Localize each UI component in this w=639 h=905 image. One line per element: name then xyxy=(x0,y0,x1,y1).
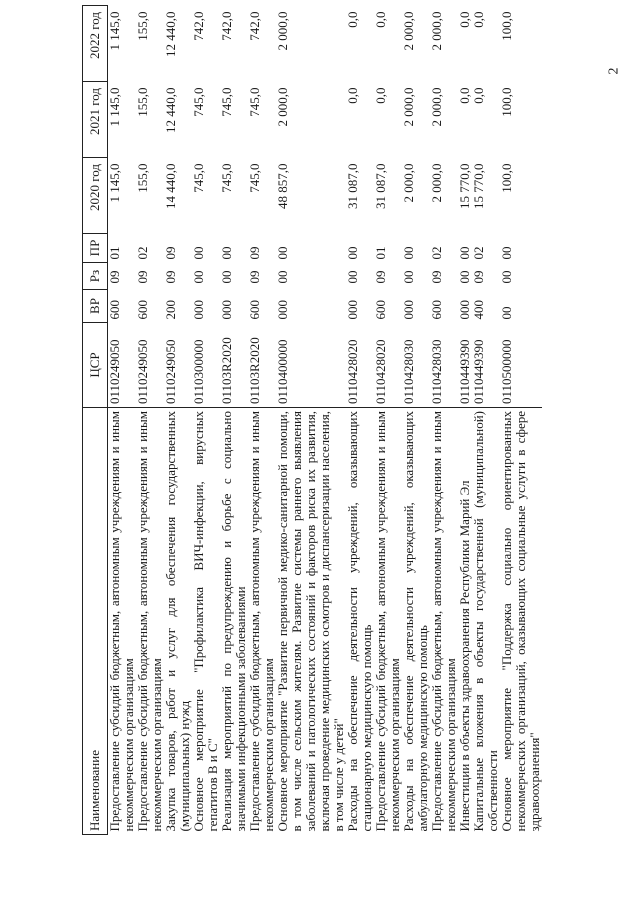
row-vr: 200 xyxy=(163,300,178,320)
row-2021: 155,0 xyxy=(135,87,150,117)
row-pr-pair xyxy=(458,234,500,263)
row-rz: 00 xyxy=(499,270,514,284)
row-2022-pair xyxy=(458,6,500,82)
row-2020: 155,0 xyxy=(135,163,150,193)
row-pr: 01 xyxy=(107,246,122,260)
row-2021-pair xyxy=(458,82,500,158)
row-csr: 0110428020 xyxy=(373,339,388,404)
row-name: Предоставление субсидий бюджетным, автономным учреждениям и иным некоммерческим организациям xyxy=(136,408,164,835)
row-name: Основное мероприятие "Развитие первичной медико-санитарной помощи, в том числе сельским жителям. Развитие системы раннего выявления заболеваний и патологических состояний и факторов риска их развития, включая проведение медицинских осмотров и диспансеризации населения, в том числе у детей" xyxy=(276,408,346,835)
row-name: Основное мероприятие "Профилактика ВИЧ-инфекции, вирусных гепатитов В и С" xyxy=(192,408,220,835)
row-pr: 01 xyxy=(373,246,388,260)
row-name: Закупка товаров, работ и услуг для обеспечения государственных (муниципальных) нужд xyxy=(164,408,192,835)
row-name: Капитальные вложения в объекты государственной (муниципальной) собственности xyxy=(471,411,500,832)
table-row xyxy=(220,6,248,835)
row-pr: 00 xyxy=(345,246,360,260)
table-row xyxy=(458,6,500,835)
header-rz: Рз xyxy=(83,263,108,290)
row-pr: 00 xyxy=(499,246,514,260)
row-name: Предоставление субсидий бюджетным, автономным учреждениям и иным некоммерческим организациям xyxy=(108,408,137,835)
row-name-pair xyxy=(458,408,500,835)
row-pr: 02 xyxy=(429,246,444,260)
row-2022: 742,0 xyxy=(191,11,206,41)
row-rz: 00 xyxy=(401,270,416,284)
row-csr: 0110249050 xyxy=(107,339,122,404)
row-2021: 2 000,0 xyxy=(275,87,290,127)
row-2020: 48 857,0 xyxy=(275,163,290,209)
row-2022: 2 000,0 xyxy=(275,11,290,51)
row-2021: 745,0 xyxy=(247,87,262,117)
row-vr: 000 xyxy=(345,300,360,320)
row-csr: 0110428030 xyxy=(429,339,444,404)
row-pr: 09 xyxy=(247,246,262,260)
header-pr: ПР xyxy=(83,234,108,263)
row-rz-pair xyxy=(458,263,500,290)
header-2022: 2022 год xyxy=(83,6,108,82)
row-name: Расходы на обеспечение деятельности учреждений, оказывающих стационарную медицинскую помощь xyxy=(346,408,374,835)
row-2020: 745,0 xyxy=(219,163,234,193)
row-vr: 000 xyxy=(275,300,290,320)
header-vr: ВР xyxy=(83,290,108,323)
table-row xyxy=(192,6,220,835)
row-2020: 31 087,0 xyxy=(345,163,360,209)
row-vr: 600 xyxy=(373,300,388,320)
row-csr-pair xyxy=(458,323,500,408)
row-csr: 0110249050 xyxy=(135,339,150,404)
row-vr: 000 xyxy=(219,300,234,320)
row-vr: 000 xyxy=(457,300,472,320)
row-vr: 000 xyxy=(401,300,416,320)
row-name: Реализация мероприятий по предупреждению и борьбе с социально значимыми инфекционными заболеваниями xyxy=(220,408,248,835)
row-pr: 00 xyxy=(191,246,206,260)
budget-table xyxy=(82,5,542,835)
row-vr: 600 xyxy=(135,300,150,320)
row-name: Расходы на обеспечение деятельности учреждений, оказывающих амбулаторную медицинскую помощь xyxy=(402,408,430,835)
row-vr: 000 xyxy=(191,300,206,320)
row-2021: 1 145,0 xyxy=(107,87,122,127)
table-row xyxy=(430,6,458,835)
row-2021: 0,0 xyxy=(457,87,472,104)
row-rz: 09 xyxy=(247,270,262,284)
row-csr: 0110300000 xyxy=(191,339,206,404)
row-rz: 09 xyxy=(429,270,444,284)
row-2020: 14 440,0 xyxy=(163,163,178,209)
row-2022: 0,0 xyxy=(373,11,388,28)
row-csr: 0110400000 xyxy=(275,339,290,404)
row-2022: 1 145,0 xyxy=(107,11,122,51)
header-2020: 2020 год xyxy=(83,158,108,234)
table-row xyxy=(248,6,276,835)
row-2021: 2 000,0 xyxy=(429,87,444,127)
row-2022: 0,0 xyxy=(471,11,486,28)
row-2021: 0,0 xyxy=(471,87,486,104)
header-name: Наименование xyxy=(83,408,108,835)
table-row xyxy=(108,6,137,835)
row-vr-pair xyxy=(458,290,500,323)
row-2020: 2 000,0 xyxy=(429,163,444,203)
row-pr: 02 xyxy=(471,246,486,260)
page-number: 2 xyxy=(606,67,622,75)
row-name: Основное мероприятие "Поддержка социально ориентированных некоммерческих организаций, оказывающих социальные услуги в сфере здравоохранения" xyxy=(500,408,542,835)
header-row xyxy=(83,6,108,835)
row-csr: 01103R2020 xyxy=(247,337,262,404)
table-row xyxy=(346,6,374,835)
row-2020: 745,0 xyxy=(247,163,262,193)
row-vr: 600 xyxy=(429,300,444,320)
row-csr: 0110428030 xyxy=(401,339,416,404)
row-2020: 15 770,0 xyxy=(457,163,472,209)
row-name: Предоставление субсидий бюджетным, автономным учреждениям и иным некоммерческим организациям xyxy=(374,408,402,835)
row-pr: 00 xyxy=(219,246,234,260)
row-pr: 00 xyxy=(275,246,290,260)
row-2021: 2 000,0 xyxy=(401,87,416,127)
table-row xyxy=(136,6,164,835)
row-name: Предоставление субсидий бюджетным, автономным учреждениям и иным некоммерческим организациям xyxy=(248,408,276,835)
row-2022: 0,0 xyxy=(457,11,472,28)
row-rz: 00 xyxy=(219,270,234,284)
row-name: Инвестиции в объекты здравоохранения Республики Марий Эл xyxy=(457,480,472,832)
row-csr: 01103R2020 xyxy=(219,337,234,404)
row-2022: 155,0 xyxy=(135,11,150,41)
table-row xyxy=(374,6,402,835)
row-pr: 09 xyxy=(163,246,178,260)
row-pr: 00 xyxy=(457,246,472,260)
row-2021: 745,0 xyxy=(219,87,234,117)
row-vr: 400 xyxy=(471,300,486,320)
header-2021: 2021 год xyxy=(83,82,108,158)
row-rz: 00 xyxy=(345,270,360,284)
row-csr: 0110428020 xyxy=(345,339,360,404)
row-2022: 742,0 xyxy=(247,11,262,41)
table-row xyxy=(164,6,192,835)
row-vr: 00 xyxy=(499,306,514,320)
row-csr: 0110249050 xyxy=(163,339,178,404)
row-2022: 2 000,0 xyxy=(429,11,444,51)
row-csr: 0110500000 xyxy=(499,339,514,404)
row-2020: 15 770,0 xyxy=(471,163,486,209)
row-pr: 02 xyxy=(135,246,150,260)
row-2021: 12 440,0 xyxy=(163,87,178,133)
row-vr: 600 xyxy=(107,300,122,320)
row-rz: 09 xyxy=(135,270,150,284)
row-2020: 100,0 xyxy=(499,163,514,193)
row-2022: 0,0 xyxy=(345,11,360,28)
row-vr: 600 xyxy=(247,300,262,320)
row-2020: 2 000,0 xyxy=(401,163,416,203)
row-rz: 09 xyxy=(107,270,122,284)
table-row xyxy=(276,6,346,835)
row-2020: 745,0 xyxy=(191,163,206,193)
row-rz: 00 xyxy=(275,270,290,284)
row-2021: 0,0 xyxy=(373,87,388,104)
row-2021: 0,0 xyxy=(345,87,360,104)
row-rz: 09 xyxy=(471,270,486,284)
row-rz: 09 xyxy=(163,270,178,284)
row-rz: 00 xyxy=(191,270,206,284)
row-2022: 2 000,0 xyxy=(401,11,416,51)
row-2021: 100,0 xyxy=(499,87,514,117)
row-2021: 745,0 xyxy=(191,87,206,117)
table-row xyxy=(500,6,542,835)
row-pr: 00 xyxy=(401,246,416,260)
row-2022: 742,0 xyxy=(219,11,234,41)
row-csr: 0110449390 xyxy=(457,339,472,404)
row-2020: 1 145,0 xyxy=(107,163,122,203)
header-csr: ЦСР xyxy=(83,323,108,408)
row-2020: 31 087,0 xyxy=(373,163,388,209)
rotated-page xyxy=(82,11,627,835)
table-row xyxy=(402,6,430,835)
row-2022: 12 440,0 xyxy=(163,11,178,57)
row-csr: 0110449390 xyxy=(471,339,486,404)
row-2020-pair xyxy=(458,158,500,234)
row-name: Предоставление субсидий бюджетным, автономным учреждениям и иным некоммерческим организациям xyxy=(430,408,458,835)
row-rz: 09 xyxy=(373,270,388,284)
row-rz: 00 xyxy=(457,270,472,284)
row-2022: 100,0 xyxy=(499,11,514,41)
